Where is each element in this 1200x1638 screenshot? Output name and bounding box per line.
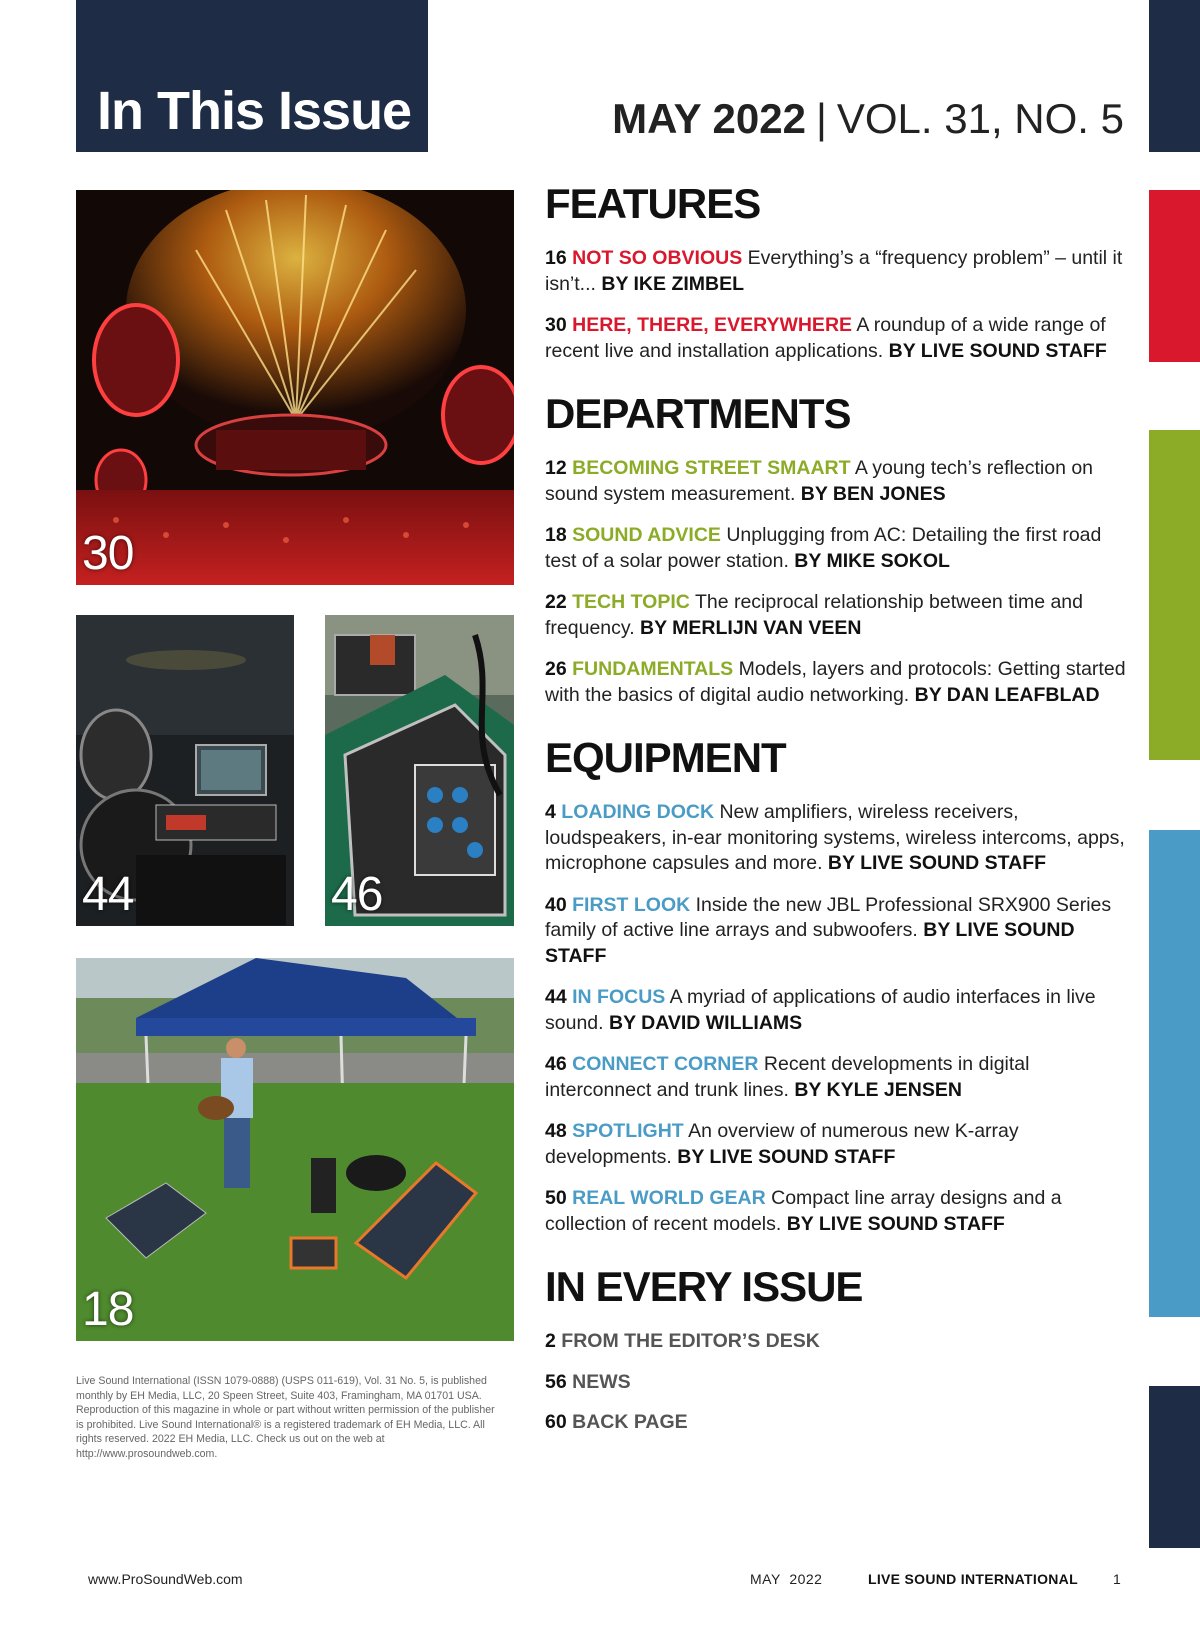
entry-byline: BY MIKE SOKOL <box>794 549 950 572</box>
entry-text: New amplifiers, wireless receivers, loudspeakers, in-ear monitoring systems, wireless intercoms, apps, microphone capsules and more. <box>545 801 1125 874</box>
entry-kicker: LOADING DOCK <box>561 801 715 823</box>
section-title: EQUIPMENT <box>545 734 786 781</box>
toc-entry[interactable] <box>545 893 1130 970</box>
entry-text: Everything’s a “frequency problem” – until it isn’t... <box>545 247 1123 295</box>
entry-label: NEWS <box>572 1370 631 1393</box>
toc-entry[interactable] <box>545 456 1130 507</box>
footer-magazine-name: LIVE SOUND INTERNATIONAL <box>868 1571 1078 1587</box>
entry-text: The reciprocal relationship between time and frequency. <box>545 591 1083 639</box>
entry-kicker: SPOTLIGHT <box>572 1120 684 1142</box>
toc-entry[interactable] <box>545 523 1130 574</box>
entry-byline: BY IKE ZIMBEL <box>601 272 745 295</box>
issue-line <box>612 95 1124 143</box>
photo-road-case[interactable] <box>325 615 514 926</box>
entry-text: Models, layers and protocols: Getting started with the basics of digital audio networking. <box>545 658 1126 706</box>
toc-entry[interactable] <box>545 1370 1130 1396</box>
toc-entry[interactable] <box>545 1186 1130 1237</box>
toc-entry[interactable] <box>545 800 1130 877</box>
section-title: IN EVERY ISSUE <box>545 1263 863 1310</box>
toc-entry[interactable] <box>545 1329 1130 1355</box>
entry-page: 4 <box>545 801 556 823</box>
photo-concert-image <box>76 190 514 585</box>
issue-date: MAY 2022 <box>612 95 806 142</box>
toc-entry[interactable] <box>545 657 1130 708</box>
toc-entry[interactable] <box>545 985 1130 1036</box>
photo-concert[interactable] <box>76 190 514 585</box>
side-tab-features <box>1149 190 1200 362</box>
toc-entry[interactable] <box>545 1119 1130 1170</box>
footer-page-number: 1 <box>1113 1571 1121 1587</box>
table-of-contents <box>545 180 1130 1451</box>
entry-byline: BY LIVE SOUND STAFF <box>545 919 1075 967</box>
entry-kicker: FUNDAMENTALS <box>572 658 734 680</box>
side-tab-departments <box>1149 430 1200 760</box>
entry-kicker: REAL WORLD GEAR <box>572 1187 766 1209</box>
entry-label: BACK PAGE <box>572 1411 688 1433</box>
entry-kicker: CONNECT CORNER <box>572 1053 759 1075</box>
photo-solar-image <box>76 958 514 1341</box>
issue-volume: VOL. 31, NO. 5 <box>836 95 1124 142</box>
entry-page: 44 <box>545 986 567 1008</box>
entry-byline: BY DAN LEAFBLAD <box>914 683 1100 706</box>
photo-page-number: 30 <box>82 527 134 580</box>
entry-byline: BY DAVID WILLIAMS <box>608 1011 803 1034</box>
entry-text: A roundup of a wide range of recent live and installation applications. <box>545 314 1106 362</box>
photo-solar[interactable] <box>76 958 514 1341</box>
entry-byline: BY BEN JONES <box>800 482 946 505</box>
entry-byline: BY LIVE SOUND STAFF <box>677 1145 896 1168</box>
entry-page: 30 <box>545 314 567 336</box>
toc-entry[interactable] <box>545 1052 1130 1103</box>
entry-page: 18 <box>545 524 567 546</box>
entry-kicker: NOT SO OBVIOUS <box>572 247 743 269</box>
entry-kicker: FIRST LOOK <box>572 893 691 916</box>
entry-page: 60 <box>545 1411 567 1433</box>
entry-page: 50 <box>545 1187 567 1209</box>
entry-page: 16 <box>545 247 567 269</box>
entry-text: An overview of numerous new K-array developments. <box>545 1120 1019 1168</box>
footer-date: MAY 2022 <box>750 1571 823 1587</box>
side-tab-every-issue <box>1149 1386 1200 1548</box>
entry-page: 22 <box>545 591 567 613</box>
entry-page: 46 <box>545 1053 567 1075</box>
section-title: DEPARTMENTS <box>545 390 851 437</box>
side-tab-navy-top <box>1149 0 1200 152</box>
entry-kicker: SOUND ADVICE <box>572 524 721 546</box>
entry-page: 56 <box>545 1370 567 1393</box>
entry-kicker: IN FOCUS <box>572 986 666 1008</box>
entry-text: Recent developments in digital interconnect and trunk lines. <box>545 1053 1030 1101</box>
entry-text: Unplugging from AC: Detailing the first road test of a solar power station. <box>545 524 1102 572</box>
entry-page: 12 <box>545 457 567 479</box>
photo-page-number: 44 <box>82 868 134 921</box>
entry-text: A young tech’s reflection on sound system measurement. <box>545 457 1094 505</box>
entry-byline: BY KYLE JENSEN <box>794 1078 962 1101</box>
entry-byline: BY LIVE SOUND STAFF <box>786 1212 1005 1235</box>
photo-page-number: 46 <box>331 868 383 921</box>
toc-entry[interactable] <box>545 590 1130 641</box>
entry-byline: BY LIVE SOUND STAFF <box>827 852 1047 874</box>
toc-entry[interactable] <box>545 313 1130 364</box>
entry-text: A myriad of applications of audio interfaces in live sound. <box>545 986 1096 1034</box>
entry-page: 2 <box>545 1330 556 1352</box>
section-equipment <box>545 734 1130 1237</box>
page-title: In This Issue <box>97 81 412 141</box>
footer-url[interactable]: www.ProSoundWeb.com <box>88 1571 243 1587</box>
publication-notice: Live Sound International (ISSN 1079-0888) (USPS 011-619), Vol. 31 No. 5, is published monthly by EH Media, LLC, 20 Speen Street, Suite 403, Framingham, MA 01701 USA. Reproduction of this magazine in whole or part without written permission of the publisher is prohibited. Live Sound International® is a registered trademark of EH Media, LLC. All rights reserved. 2022 EH Media, LLC. Check us out on the web at http://www.prosoundweb.com. <box>76 1375 495 1460</box>
entry-page: 48 <box>545 1120 567 1142</box>
photo-page-number: 18 <box>82 1283 134 1336</box>
section-title: FEATURES <box>545 180 761 227</box>
entry-kicker: BECOMING STREET SMAART <box>572 457 851 479</box>
entry-byline: BY MERLIJN VAN VEEN <box>640 616 862 639</box>
issue-separator: | <box>815 95 827 142</box>
entry-page: 40 <box>545 893 567 916</box>
section-every-issue <box>545 1263 1130 1436</box>
side-tab-equipment <box>1149 830 1200 1317</box>
entry-page: 26 <box>545 658 567 680</box>
section-features <box>545 180 1130 364</box>
entry-text: Inside the new JBL Professional SRX900 Series family of active line arrays and subwoofers. <box>545 893 1112 941</box>
section-departments <box>545 390 1130 708</box>
entry-label: FROM THE EDITOR’S DESK <box>561 1330 820 1352</box>
toc-entry[interactable] <box>545 1410 1130 1436</box>
entry-text: Compact line array designs and a collection of recent models. <box>545 1187 1062 1235</box>
entry-kicker: TECH TOPIC <box>572 591 690 613</box>
entry-byline: BY LIVE SOUND STAFF <box>888 339 1107 362</box>
photo-drums[interactable] <box>76 615 294 926</box>
entry-kicker: HERE, THERE, EVERYWHERE <box>572 314 853 336</box>
toc-entry[interactable] <box>545 246 1130 297</box>
